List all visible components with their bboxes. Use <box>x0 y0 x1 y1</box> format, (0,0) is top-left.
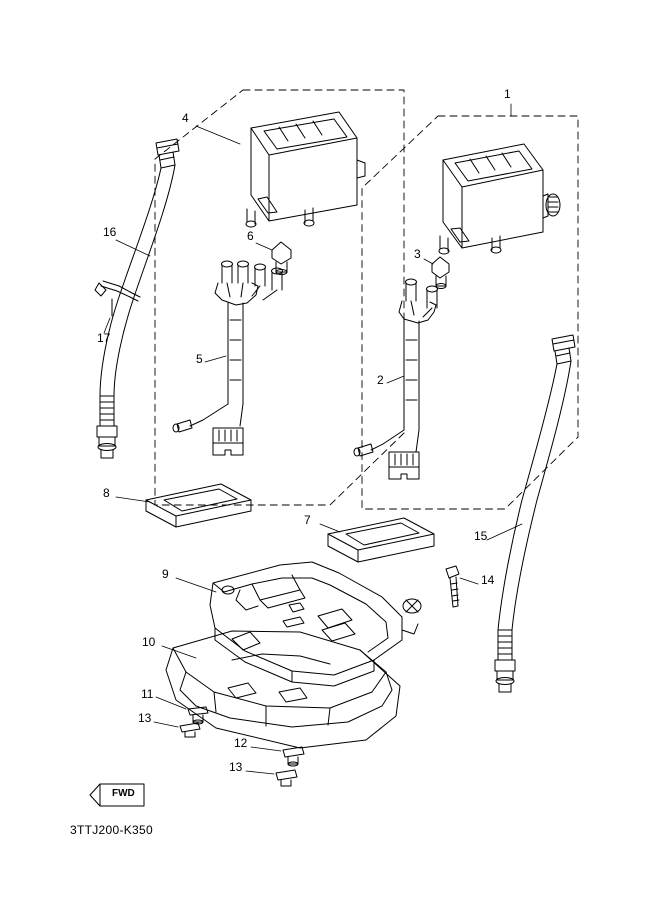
callout-3: 3 <box>414 247 421 261</box>
callout-4: 4 <box>182 111 189 125</box>
dashed-group-box-left <box>155 90 404 505</box>
bulb-socket-3 <box>432 257 449 289</box>
screw-13-left <box>180 723 200 737</box>
callout-8: 8 <box>103 486 110 500</box>
callout-13-left: 13 <box>138 711 152 725</box>
dashed-group-box-right <box>362 116 578 509</box>
callout-6: 6 <box>247 229 254 243</box>
screw-12 <box>283 747 304 766</box>
speedometer-cable-15 <box>495 335 575 692</box>
callout-14: 14 <box>481 573 495 587</box>
callout-9: 9 <box>162 567 169 581</box>
fwd-direction-label: FWD <box>112 788 135 799</box>
callout-1: 1 <box>504 87 511 101</box>
diagram-part-code: 3TTJ200-K350 <box>70 823 153 837</box>
callout-15: 15 <box>474 529 488 543</box>
lower-cover-10 <box>166 631 400 748</box>
callout-11: 11 <box>141 687 154 701</box>
meter-bracket-9 <box>210 562 421 686</box>
meter-cushion-7 <box>328 518 434 562</box>
callout-7: 7 <box>304 513 311 527</box>
meter-cushion-8 <box>146 484 251 527</box>
meter-assembly-left <box>246 112 365 227</box>
callout-12: 12 <box>234 736 248 750</box>
bolt-14 <box>446 566 459 607</box>
callout-2: 2 <box>377 373 384 387</box>
meter-assembly-right <box>439 144 560 254</box>
callout-10: 10 <box>142 635 156 649</box>
cable-clamp-17 <box>95 281 140 316</box>
callout-5: 5 <box>196 352 203 366</box>
speedometer-cable-16 <box>97 139 179 458</box>
callout-16: 16 <box>103 225 117 239</box>
screw-13-bottom <box>276 770 297 786</box>
wire-harness-5 <box>173 261 283 455</box>
callout-17: 17 <box>97 331 111 345</box>
callout-13-bottom: 13 <box>229 760 243 774</box>
